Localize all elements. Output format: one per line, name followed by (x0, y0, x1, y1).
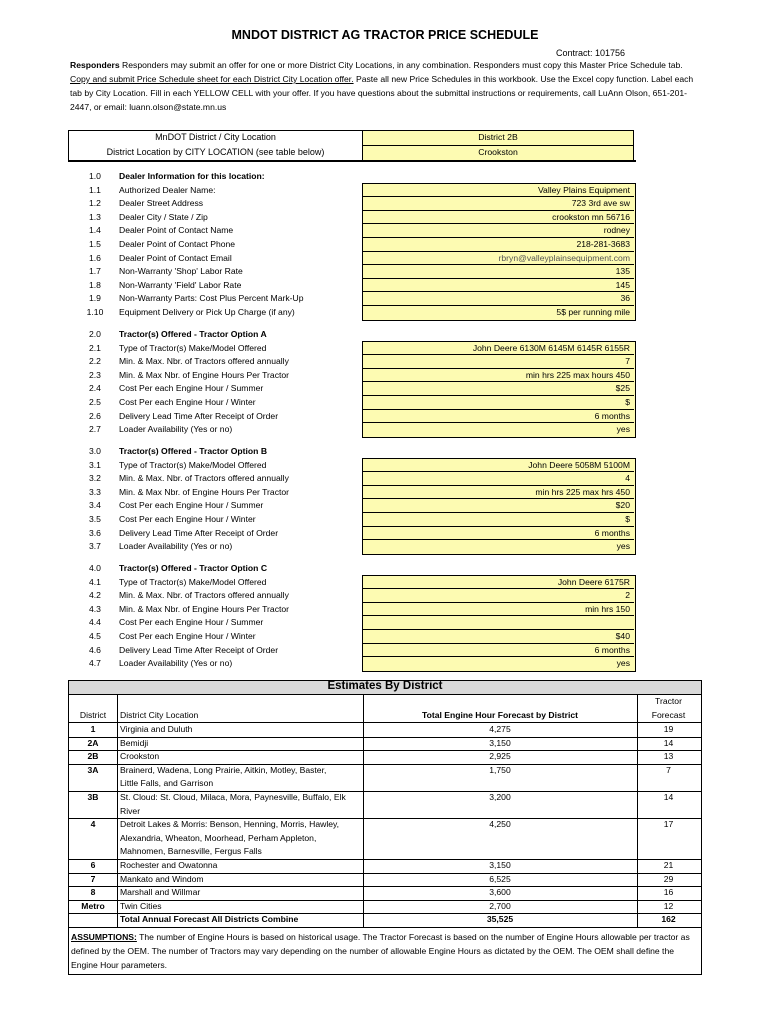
offer-input-cell[interactable] (363, 616, 634, 630)
column-header-hours: Total Engine Hour Forecast by District (422, 710, 578, 720)
section-heading: Dealer Information for this location: (119, 171, 265, 181)
intro-underlined: Copy and submit Price Schedule sheet for each District City Location offer. (70, 74, 354, 84)
row-number: 3.5 (89, 514, 101, 524)
assumptions-text: The number of Engine Hours is based on historical usage. The Tractor Forecast is based on the number of Engine Hours allowable per tractor as defined by the OEM. The number of Tractors may vary depending on the number of allowable Engine Hours as dictated by the OEM. The OEM shall define the Engine Hour parameters. (71, 932, 690, 970)
field-label: Authorized Dealer Name: (119, 184, 216, 195)
offer-input-cell[interactable]: 4 (363, 472, 634, 486)
form-row (80, 328, 640, 342)
row-number: 1.5 (89, 239, 101, 249)
field-label: Cost Per each Engine Hour / Summer (119, 617, 264, 628)
yellow-input-group (362, 575, 636, 672)
field-label: Cost Per each Engine Hour / Winter (119, 397, 256, 407)
row-number: 1.10 (86, 307, 104, 317)
tractor-forecast: 12 (663, 900, 674, 911)
district-city: Mankato and Windom (120, 873, 204, 884)
estimates-table (68, 680, 702, 975)
district-city: Alexandria, Wheaton, Moorhead, Perham Appleton, (120, 832, 317, 843)
row-number: 1.3 (89, 211, 101, 222)
district-city: Mahnomen, Barnesville, Fergus Falls (120, 846, 262, 857)
district-city: Marshall and Willmar (120, 887, 201, 898)
engine-hour-forecast: 2,700 (489, 900, 511, 911)
field-label: Cost Per each Engine Hour / Summer (119, 500, 264, 511)
offer-input-cell[interactable]: Valley Plains Equipment (363, 184, 634, 198)
offer-input-cell[interactable]: 145 (363, 279, 634, 293)
district-city: Twin Cities (120, 900, 162, 911)
row-number: 1.1 (89, 184, 101, 195)
district-city: Crookston (120, 751, 160, 762)
district-city: Little Falls, and Garrison (120, 778, 214, 789)
row-number: 4.1 (89, 576, 101, 587)
engine-hour-forecast: 1,750 (489, 764, 511, 775)
district-value[interactable]: District 2B (478, 132, 518, 142)
field-label: Delivery Lead Time After Receipt of Order (119, 644, 279, 655)
field-label: Min. & Max Nbr. of Engine Hours Per Tractor (119, 369, 290, 380)
row-number: 2.0 (89, 329, 101, 339)
field-label: Cost Per each Engine Hour / Summer (119, 383, 264, 394)
tractor-forecast: 16 (663, 887, 674, 898)
engine-hour-forecast: 6,525 (489, 873, 511, 884)
city-value[interactable]: Crookston (478, 147, 518, 157)
section-heading: Tractor(s) Offered - Tractor Option C (119, 563, 268, 573)
assumptions (71, 930, 699, 972)
field-label: Min. & Max. Nbr. of Tractors offered annually (119, 590, 289, 601)
tractor-forecast: 29 (663, 873, 674, 884)
offer-input-cell[interactable]: $40 (363, 630, 634, 644)
row-number: 4.7 (89, 658, 101, 669)
row-number: 3.6 (89, 527, 101, 538)
offer-input-cell[interactable]: rodney (363, 224, 634, 238)
field-label: Type of Tractor(s) Make/Model Offered (119, 342, 267, 353)
district-code: Metro (81, 900, 105, 911)
field-label: Dealer Point of Contact Phone (119, 239, 236, 249)
district-code: 3A (87, 764, 99, 775)
row-number: 4.2 (89, 590, 101, 601)
divider (68, 160, 636, 162)
row-number: 1.7 (89, 266, 101, 277)
row-number: 2.6 (89, 410, 101, 421)
row-number: 4.3 (89, 603, 101, 614)
row-number: 2.1 (89, 342, 101, 353)
engine-hour-forecast: 3,150 (489, 737, 511, 748)
page-title: MNDOT DISTRICT AG TRACTOR PRICE SCHEDULE (231, 28, 539, 42)
tractor-forecast: 13 (663, 751, 674, 762)
intro-text-2: Paste all new Price Schedules in this workbook. Use the Excel copy function. Label each tab by City Location. Fill in each YELLOW CELL with your offer. If you have questions about the submittal instructions or requirements, call LuAnn Olson, 651-201-2447, or email: luann.olson@state.mn.us (70, 74, 694, 112)
form-row (80, 170, 640, 184)
offer-input-cell[interactable]: $20 (363, 499, 634, 513)
district-code: 2A (87, 737, 99, 748)
offer-input-cell[interactable]: min hrs 225 max hours 450 (363, 369, 634, 383)
offer-input-cell[interactable]: John Deere 6175R (363, 576, 634, 590)
row-number: 2.4 (89, 383, 101, 394)
field-label: Dealer Street Address (119, 198, 204, 209)
district-code: 8 (90, 887, 96, 898)
offer-input-cell[interactable]: 723 3rd ave sw (363, 197, 634, 211)
tractor-forecast: 21 (663, 860, 674, 870)
yellow-input-group (362, 341, 636, 438)
form-row (80, 445, 640, 459)
column-header-district: District (79, 710, 107, 720)
intro-text-1: Responders may submit an offer for one or more District City Locations, in any combination. Responders must copy this Master Price Schedule tab. (119, 60, 683, 70)
field-label: Type of Tractor(s) Make/Model Offered (119, 459, 267, 470)
district-code: 1 (90, 724, 96, 734)
offer-input-cell[interactable]: yes (616, 541, 630, 552)
estimates-band (69, 681, 701, 695)
yellow-input-group (362, 458, 636, 555)
field-label: Type of Tractor(s) Make/Model Offered (119, 576, 267, 587)
total-hours: 35,525 (486, 914, 514, 925)
district-code: 6 (90, 860, 96, 870)
total-label: Total Annual Forecast All Districts Combine (120, 914, 299, 925)
district-city: Virginia and Duluth (120, 724, 193, 734)
row-number: 3.2 (89, 473, 101, 484)
column-header-forecast: Forecast (651, 710, 686, 720)
row-number: 2.7 (89, 424, 101, 435)
district-code: 7 (90, 873, 96, 884)
offer-input-cell[interactable]: 135 (363, 265, 634, 279)
offer-input-cell[interactable]: $ (363, 513, 634, 527)
engine-hour-forecast: 3,150 (489, 860, 511, 870)
field-label: Delivery Lead Time After Receipt of Order (119, 527, 279, 538)
yellow-input-group (362, 183, 636, 321)
field-label: Min. & Max Nbr. of Engine Hours Per Tractor (119, 603, 290, 614)
column-header-city: District City Location (120, 710, 199, 720)
row-number: 4.0 (89, 563, 101, 573)
offer-input-cell[interactable]: crookston mn 56716 (363, 211, 634, 225)
offer-input-cell[interactable]: 5$ per running mile (556, 306, 630, 317)
district-city: Brainerd, Wadena, Long Prairie, Aitkin, Motley, Baster, (120, 764, 327, 775)
offer-input-cell[interactable]: yes (616, 658, 630, 669)
district-city: Detroit Lakes & Morris: Benson, Henning, Morris, Hawley, (120, 819, 340, 830)
estimates-title: Estimates By District (327, 680, 443, 692)
intro-lead: Responders (70, 60, 120, 70)
field-label: Equipment Delivery or Pick Up Charge (if any) (119, 307, 295, 317)
tractor-forecast: 7 (666, 764, 671, 775)
form-row (80, 562, 640, 576)
row-number: 4.5 (89, 631, 101, 641)
row-number: 2.2 (89, 356, 101, 367)
location-label: MnDOT District / City Location (155, 132, 276, 142)
district-code: 4 (90, 819, 96, 830)
field-label: Non-Warranty Parts: Cost Plus Percent Mark-Up (119, 293, 304, 304)
row-number: 3.0 (89, 446, 101, 456)
row-number: 3.4 (89, 500, 101, 511)
field-label: Min. & Max. Nbr. of Tractors offered annually (119, 473, 289, 484)
row-number: 4.6 (89, 644, 101, 655)
assumptions-label: ASSUMPTIONS: (71, 932, 137, 942)
location-values[interactable] (362, 130, 634, 162)
row-number: 3.1 (89, 459, 101, 470)
district-code: 3B (87, 792, 99, 802)
district-city: River (120, 805, 141, 816)
row-number: 4.4 (89, 617, 101, 628)
offer-input-cell[interactable]: $ (363, 396, 634, 410)
field-label: Delivery Lead Time After Receipt of Order (119, 410, 279, 421)
engine-hour-forecast: 2,925 (489, 751, 511, 762)
row-number: 1.2 (89, 198, 101, 209)
field-label: Loader Availability (Yes or no) (119, 541, 233, 552)
offer-input-cell[interactable]: 7 (363, 355, 634, 369)
instructions (70, 58, 700, 114)
section-heading: Tractor(s) Offered - Tractor Option B (119, 446, 268, 456)
field-label: Dealer City / State / Zip (119, 211, 208, 222)
row-number: 1.9 (89, 293, 101, 304)
offer-input-cell[interactable]: John Deere 5058M 5100M (363, 459, 634, 473)
column-rule (637, 695, 638, 927)
engine-hour-forecast: 4,275 (489, 724, 511, 734)
field-label: Loader Availability (Yes or no) (119, 424, 233, 435)
field-label: Non-Warranty 'Shop' Labor Rate (119, 266, 243, 277)
row-number: 1.0 (89, 171, 101, 181)
row-number: 1.4 (89, 225, 101, 236)
offer-input-cell[interactable]: John Deere 6130M 6145M 6145R 6155R (363, 342, 634, 356)
tractor-forecast: 17 (663, 819, 674, 830)
contract-number: Contract: 101756 (556, 48, 626, 58)
district-city: Bemidji (120, 737, 149, 748)
field-label: Min. & Max. Nbr. of Tractors offered annually (119, 356, 289, 367)
district-city: St. Cloud: St. Cloud, Milaca, Mora, Paynesville, Buffalo, Elk (120, 792, 346, 802)
field-label: Non-Warranty 'Field' Labor Rate (119, 279, 242, 290)
row-number: 1.6 (89, 252, 101, 263)
column-rule (117, 695, 118, 927)
engine-hour-forecast: 3,600 (489, 887, 511, 898)
offer-input-cell[interactable]: yes (616, 424, 630, 435)
section-heading: Tractor(s) Offered - Tractor Option A (119, 329, 267, 339)
field-label: Loader Availability (Yes or no) (119, 658, 233, 669)
district-city: Rochester and Owatonna (120, 860, 218, 870)
offer-input-cell[interactable]: 218-281-3683 (363, 238, 634, 252)
column-header-tractor: Tractor (655, 696, 682, 706)
engine-hour-forecast: 3,200 (489, 792, 511, 802)
row-number: 1.8 (89, 279, 101, 290)
district-code: 2B (87, 751, 99, 762)
row-number: 3.3 (89, 486, 101, 497)
total-rule (69, 927, 701, 928)
offer-input-cell[interactable]: 36 (363, 292, 634, 306)
offer-input-cell[interactable]: 6 months (363, 527, 634, 541)
field-label: Cost Per each Engine Hour / Winter (119, 631, 256, 641)
offer-input-cell[interactable]: 2 (363, 589, 634, 603)
field-label: Dealer Point of Contact Email (119, 252, 232, 263)
engine-hour-forecast: 4,250 (489, 819, 511, 830)
offer-input-cell[interactable]: min hrs 150 (363, 603, 634, 617)
row-number: 3.7 (89, 541, 101, 552)
tractor-forecast: 19 (663, 724, 674, 734)
tractor-forecast: 14 (663, 792, 674, 802)
offer-input-cell[interactable]: min hrs 225 max hrs 450 (363, 486, 634, 500)
offer-input-cell[interactable]: rbryn@valleyplainsequipment.com (363, 252, 634, 266)
row-number: 2.5 (89, 397, 101, 407)
location-header-labels (68, 130, 362, 162)
column-rule (363, 695, 364, 927)
row-number: 2.3 (89, 369, 101, 380)
field-label: Min. & Max Nbr. of Engine Hours Per Tractor (119, 486, 290, 497)
location-sublabel: District Location by CITY LOCATION (see table below) (106, 147, 325, 157)
offer-input-cell[interactable]: $25 (363, 382, 634, 396)
offer-input-cell[interactable]: 6 months (363, 410, 634, 424)
field-label: Cost Per each Engine Hour / Winter (119, 514, 256, 524)
tractor-forecast: 14 (663, 737, 674, 748)
total-tractors: 162 (661, 914, 676, 925)
offer-input-cell[interactable]: 6 months (363, 644, 634, 658)
field-label: Dealer Point of Contact Name (119, 225, 234, 236)
location-header (68, 130, 634, 160)
